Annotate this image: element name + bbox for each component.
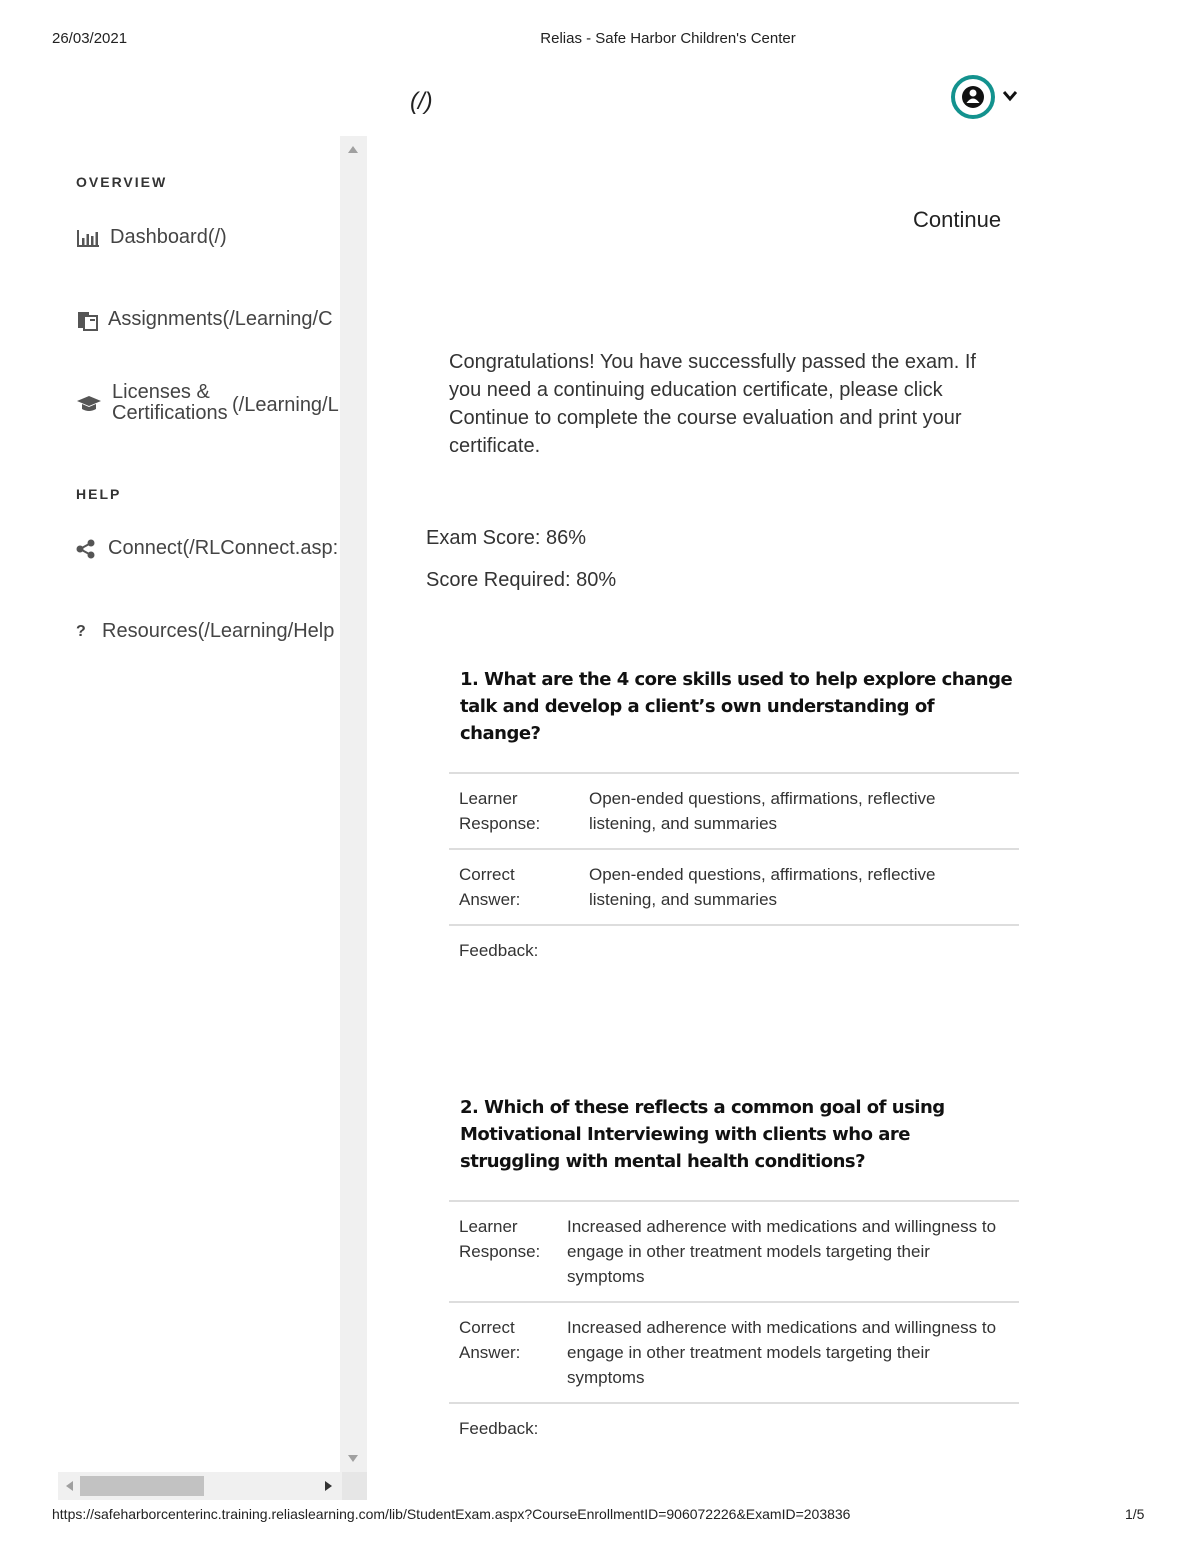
scrollbar-corner (342, 1472, 367, 1500)
horizontal-scroll-thumb[interactable] (80, 1476, 204, 1496)
question-title: 1. What are the 4 core skills used to help explore change talk and develop a client’s own understanding of change? (460, 669, 1013, 744)
scroll-right-arrow-icon[interactable] (324, 1480, 334, 1492)
sidebar-item-resources[interactable] (76, 620, 334, 643)
answer-table (449, 772, 1019, 975)
sidebar-item-connect[interactable] (76, 537, 338, 560)
sidebar-item-label: Assignments(/Learning/C (108, 308, 333, 330)
user-avatar-button[interactable] (951, 75, 995, 119)
user-circle-icon (955, 79, 991, 115)
sidebar-item-label-line1: Licenses & (112, 381, 210, 403)
learner-response-row (449, 1201, 1019, 1302)
score-required: Score Required: 80% (426, 569, 617, 591)
correct-answer-label: Correct Answer: (459, 865, 521, 909)
sidebar-item-licenses[interactable] (76, 382, 342, 432)
feedback-row (449, 925, 1019, 975)
feedback-label: Feedback: (459, 941, 539, 960)
sidebar-item-label: Dashboard(/) (110, 226, 227, 248)
scroll-up-arrow-icon[interactable] (347, 144, 359, 154)
learner-response-value: Open-ended questions, affirmations, reflective listening, and summaries (589, 789, 936, 833)
learner-response-label: Learner Response: (459, 789, 541, 833)
learner-response-row (449, 773, 1019, 849)
sidebar-item-dashboard[interactable] (76, 226, 227, 249)
print-page-number: 1/5 (1125, 1506, 1145, 1522)
graduation-cap-icon (76, 394, 102, 414)
overview-heading: OVERVIEW (76, 174, 168, 190)
scroll-left-arrow-icon[interactable] (64, 1480, 74, 1492)
print-url: https://safeharborcenterinc.training.reliaslearning.com/lib/StudentExam.aspx?CourseEnrollmentID=906072226&ExamID=203836 (52, 1506, 851, 1522)
sidebar-item-label-line2: Certifications (112, 402, 228, 424)
home-link[interactable]: (/) (410, 88, 433, 115)
sidebar-item-label: Resources(/Learning/Help (102, 620, 335, 642)
bar-chart-icon (76, 228, 100, 248)
sidebar-item-suffix: (/Learning/L (232, 394, 339, 416)
question-icon: ? (76, 622, 86, 640)
question-title: 2. Which of these reflects a common goal of using Motivational Interviewing with clients who are struggling with mental health conditions? (460, 1097, 945, 1172)
scroll-down-arrow-icon[interactable] (347, 1454, 359, 1464)
correct-answer-value: Open-ended questions, affirmations, reflective listening, and summaries (589, 865, 936, 909)
answer-table (449, 1200, 1019, 1453)
learner-response-label: Learner Response: (459, 1217, 541, 1261)
continue-button[interactable]: Continue (913, 207, 1002, 232)
sidebar-horizontal-scrollbar[interactable] (58, 1472, 342, 1500)
congrats-message: Congratulations! You have successfully passed the exam. If you need a continuing education certificate, please click Continue to complete the course evaluation and print your certificate. (449, 351, 976, 457)
print-title: Relias - Safe Harbor Children's Center (540, 30, 796, 47)
correct-answer-value: Increased adherence with medications and willingness to engage in other treatment models targeting their symptoms (567, 1318, 997, 1387)
sidebar (52, 136, 342, 1472)
sidebar-item-assignments[interactable] (76, 308, 333, 331)
feedback-label: Feedback: (459, 1419, 539, 1438)
print-date: 26/03/2021 (52, 30, 128, 47)
learner-response-value: Increased adherence with medications and willingness to engage in other treatment models targeting their symptoms (567, 1217, 997, 1286)
sidebar-vertical-scrollbar[interactable] (340, 136, 367, 1472)
feedback-row (449, 1403, 1019, 1453)
correct-answer-row (449, 849, 1019, 925)
share-icon (76, 539, 96, 559)
chevron-down-icon[interactable] (1003, 90, 1017, 102)
assignments-icon (76, 309, 100, 331)
exam-score: Exam Score: 86% (426, 527, 587, 549)
sidebar-item-label: Connect(/RLConnect.asp: (108, 537, 339, 559)
correct-answer-row (449, 1302, 1019, 1403)
help-heading: HELP (76, 486, 122, 502)
correct-answer-label: Correct Answer: (459, 1318, 521, 1362)
